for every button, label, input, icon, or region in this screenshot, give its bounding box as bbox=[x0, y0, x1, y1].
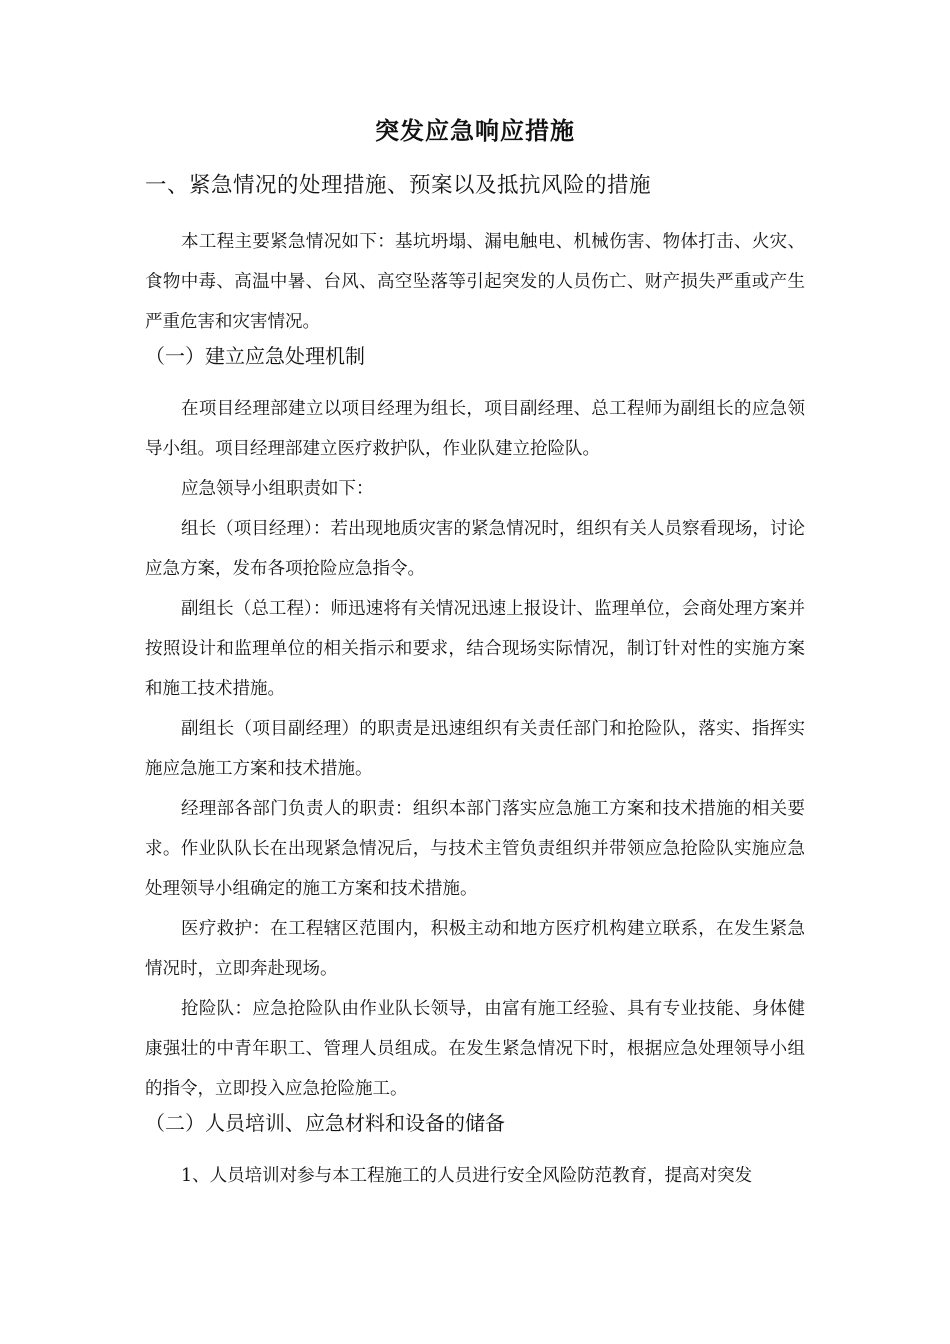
paragraph-deputy-chief-engineer: 副组长（总工程）：师迅速将有关情况迅速上报设计、监理单位，会商处理方案并按照设计和监理单位的相关指示和要求，结合现场实际情况，制订针对性的实施方案和施工技术措施。 bbox=[145, 599, 805, 699]
subsection-heading-2: （二）人员培训、应急材料和设备的储备 bbox=[145, 1111, 505, 1135]
paragraph-personnel-training: 1、人员培训对参与本工程施工的人员进行安全风险防范教育，提高对突发 bbox=[181, 1166, 753, 1186]
paragraph-department-heads: 经理部各部门负责人的职责：组织本部门落实应急施工方案和技术措施的相关要求。作业队队长在出现紧急情况后，与技术主管负责组织并带领应急抢险队实施应急处理领导小组确定的施工方案和技术措施。 bbox=[145, 799, 805, 899]
document-title: 突发应急响应措施 bbox=[375, 117, 575, 145]
paragraph-duties-intro: 应急领导小组职责如下： bbox=[181, 479, 374, 499]
paragraph-leadership-group: 在项目经理部建立以项目经理为组长，项目副经理、总工程师为副组长的应急领导小组。项目经理部建立医疗救护队，作业队建立抢险队。 bbox=[145, 399, 805, 459]
paragraph-medical-rescue: 医疗救护：在工程辖区范围内，积极主动和地方医疗机构建立联系，在发生紧急情况时，立即奔赴现场。 bbox=[145, 919, 805, 979]
intro-paragraph: 本工程主要紧急情况如下：基坑坍塌、漏电触电、机械伤害、物体打击、火灾、食物中毒、高温中暑、台风、高空坠落等引起突发的人员伤亡、财产损失严重或产生严重危害和灾害情况。 bbox=[145, 232, 805, 332]
section-heading-1: 一、紧急情况的处理措施、预案以及抵抗风险的措施 bbox=[145, 173, 652, 198]
paragraph-deputy-manager: 副组长（项目副经理）的职责是迅速组织有关责任部门和抢险队，落实、指挥实施应急施工方案和技术措施。 bbox=[145, 719, 805, 779]
subsection-heading-1: （一）建立应急处理机制 bbox=[145, 344, 365, 368]
paragraph-rescue-team: 抢险队：应急抢险队由作业队长领导，由富有施工经验、具有专业技能、身体健康强壮的中青年职工、管理人员组成。在发生紧急情况下时，根据应急处理领导小组的指令，立即投入应急抢险施工。 bbox=[145, 999, 805, 1099]
paragraph-leader-duties: 组长（项目经理）：若出现地质灾害的紧急情况时，组织有关人员察看现场，讨论应急方案，发布各项抢险应急指令。 bbox=[145, 519, 805, 579]
